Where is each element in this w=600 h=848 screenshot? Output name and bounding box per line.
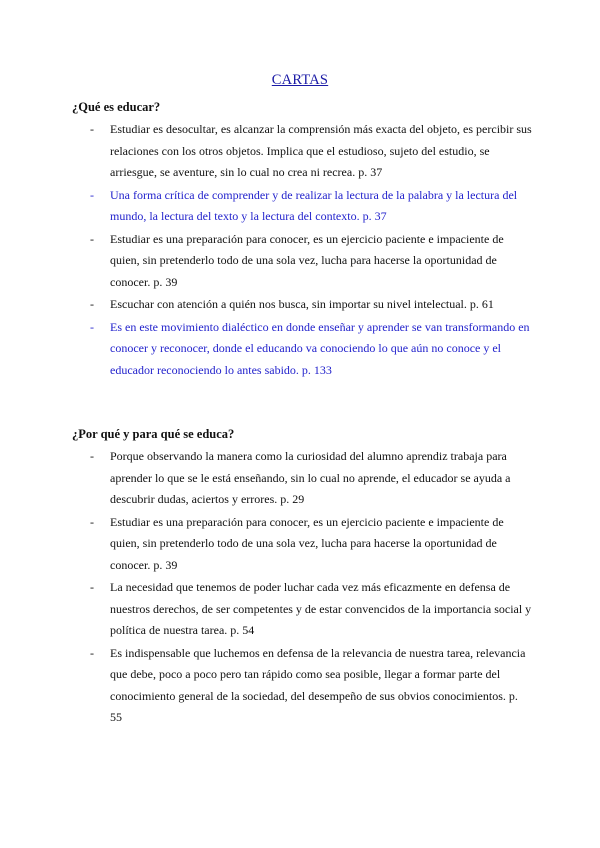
list-item-text: Porque observando la manera como la curiosidad del alumno aprendiz trabaja para aprender lo que se le está enseñando, sin lo cual no aprende, el educador se ayuda a descubrir dudas, aciertos y errores. p. 29 — [110, 449, 511, 506]
list-item — [72, 294, 532, 316]
dash-bullet: - — [90, 514, 94, 529]
list-item — [72, 119, 532, 184]
dash-bullet: - — [90, 319, 94, 334]
bullet-list — [72, 119, 532, 381]
dash-bullet: - — [90, 449, 94, 463]
list-item — [72, 577, 532, 642]
list-item-text: Estudiar es una preparación para conocer, es un ejercicio paciente e impaciente de quien, sin pretenderlo todo de una sola vez, lucha para hacerse la oportunidad de conocer. p. 39 — [110, 514, 504, 572]
list-item-text: Una forma crítica de comprender y de realizar la lectura de la palabra y la lectura del mundo, la lectura del texto y la lectura del contexto. p. 37 — [110, 187, 518, 223]
dash-bullet: - — [90, 122, 94, 136]
list-item — [72, 446, 532, 511]
list-item-text: Estudiar es una preparación para conocer, es un ejercicio paciente e impaciente de quien, sin pretenderlo todo de una sola vez, lucha para hacerse la oportunidad de conocer. p. 39 — [110, 231, 504, 289]
dash-bullet: - — [90, 580, 94, 594]
section-heading: ¿Por qué y para qué se educa? — [72, 427, 235, 441]
bullet-list — [72, 446, 532, 729]
section-what-is-educating — [72, 98, 532, 382]
list-item-text: Estudiar es desocultar, es alcanzar la comprensión más exacta del objeto, es percibir sus relaciones con los otros objetos. Implica que el estudioso, sujeto del estudio, se arriesgue, se aventure, sin lo cual no crea ni recrea. p. 37 — [110, 122, 532, 179]
section-heading: ¿Qué es educar? — [72, 100, 161, 114]
dash-bullet: - — [90, 231, 94, 246]
dash-bullet: - — [90, 187, 94, 202]
list-item-text: La necesidad que tenemos de poder luchar cada vez más eficazmente en defensa de nuestros derechos, de ser competentes y de estar convencidos de la importancia social y política de nuestra tarea. p. 54 — [110, 580, 532, 637]
section-why-educate — [72, 425, 532, 730]
list-item — [72, 512, 532, 577]
list-item-text: Escuchar con atención a quién nos busca, sin importar su nivel intelectual. p. 61 — [110, 297, 494, 311]
document-title: CARTAS — [271, 72, 329, 88]
list-item-highlighted — [72, 185, 532, 228]
list-item-highlighted — [72, 317, 532, 382]
list-item — [72, 643, 532, 729]
dash-bullet: - — [90, 297, 94, 311]
list-item-text: Es en este movimiento dialéctico en donde enseñar y aprender se van transformando en conocer y reconocer, donde el educando va conociendo lo que aún no conoce y el educador reconociendo lo antes sabido. p. 133 — [110, 319, 530, 377]
list-item-text: Es indispensable que luchemos en defensa de la relevancia de nuestra tarea, relevancia que debe, poco a poco pero tan rápido como sea posible, llegar a formar parte del conocimiento general de la sociedad, del desempeño de sus obvios conocimientos. p. 55 — [110, 645, 526, 724]
dash-bullet: - — [90, 645, 94, 660]
list-item — [72, 229, 532, 294]
